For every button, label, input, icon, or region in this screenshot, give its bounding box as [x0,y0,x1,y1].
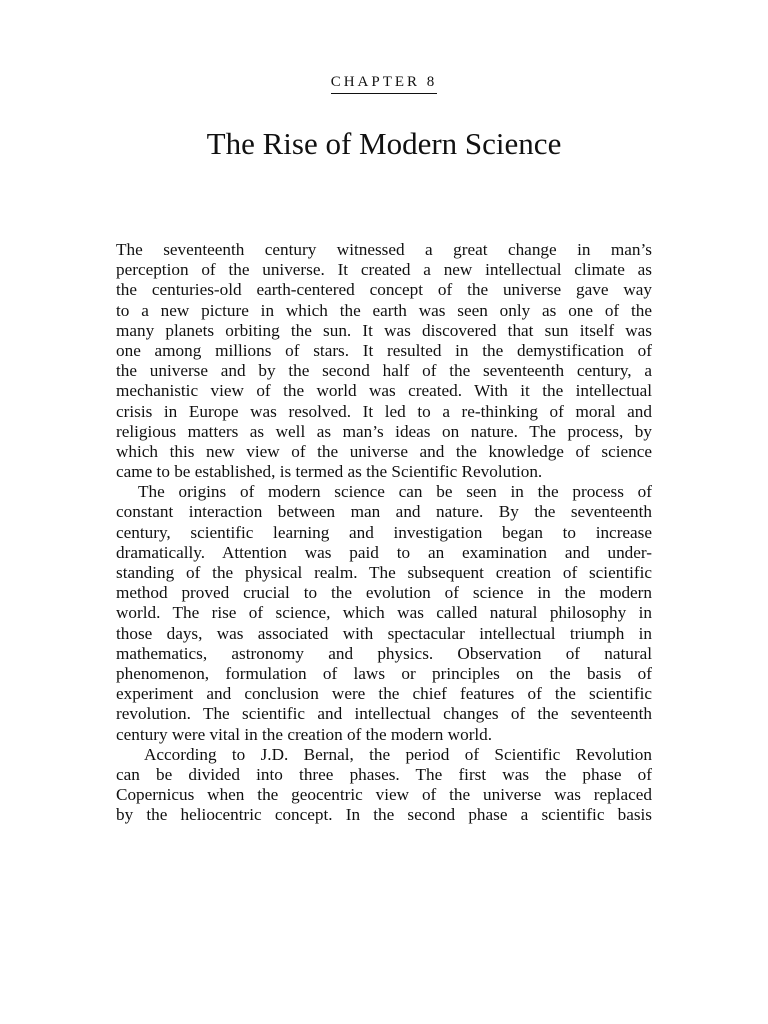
paragraph-2-line: constant interaction between man and nature. By the seventeenth [116,502,652,522]
paragraph-2-line: experiment and conclusion were the chief features of the scientific [116,684,652,704]
paragraph-1-line: crisis in Europe was resolved. It led to a re-thinking of moral and [116,401,652,421]
paragraph-2-line: century, scientific learning and investigation began to increase [116,522,652,542]
paragraph-2-line: those days, was associated with spectacular intellectual triumph in [116,623,652,643]
chapter-number: CHAPTER 8 [331,73,438,94]
paragraph-1-line: which this new view of the universe and the knowledge of science [116,441,652,461]
paragraph-1-line: The seventeenth century witnessed a great change in man’s [116,240,652,259]
paragraph-3-line: by the heliocentric concept. In the second phase a scientific basis [116,805,652,825]
paragraph-1-line: many planets orbiting the sun. It was discovered that sun itself was [116,320,652,340]
paragraph-1-line: one among millions of stars. It resulted in the demystification of [116,340,652,360]
paragraph-1-line: perception of the universe. It created a new intellectual climate as [116,260,652,280]
chapter-title: The Rise of Modern Science [206,126,562,161]
paragraph-1-line: to a new picture in which the earth was seen only as one of the [116,300,652,320]
paragraph-2-line: The origins of modern science can be seen in the process of [138,482,652,502]
paragraph-2-line: mathematics, astronomy and physics. Observation of natural [116,643,652,663]
paragraph-2-line: world. The rise of science, which was called natural philosophy in [116,603,652,623]
paragraph-1-line: religious matters as well as man’s ideas on nature. The process, by [116,421,652,441]
paragraph-3-line: Copernicus when the geocentric view of the universe was replaced [116,785,652,805]
paragraph-1-line: came to be established, is termed as the Scientific Revolution. [116,462,543,482]
paragraph-2-line: standing of the physical realm. The subsequent creation of scientific [116,563,652,582]
paragraph-1-line: mechanistic view of the world was created. With it the intellectual [116,381,652,401]
paragraph-1-line: the centuries-old earth-centered concept of the universe gave way [116,280,652,300]
paragraph-2-line: phenomenon, formulation of laws or principles on the basis of [116,663,652,683]
paragraph-2-line: method proved crucial to the evolution of science in the modern [116,583,652,603]
chapter-body [116,240,652,825]
chapter-label [0,73,768,94]
paragraph-3-line: According to J.D. Bernal, the period of Scientific Revolution [144,744,652,764]
paragraph-2-line: century were vital in the creation of the modern world. [116,724,493,744]
paragraph-3-line: can be divided into three phases. The first was the phase of [116,764,652,784]
paragraph-2-line: revolution. The scientific and intellectual changes of the seventeenth [116,704,652,724]
paragraph-1-line: the universe and by the second half of the seventeenth century, a [116,361,652,381]
paragraph-2-line: dramatically. Attention was paid to an examination and under- [116,542,652,562]
